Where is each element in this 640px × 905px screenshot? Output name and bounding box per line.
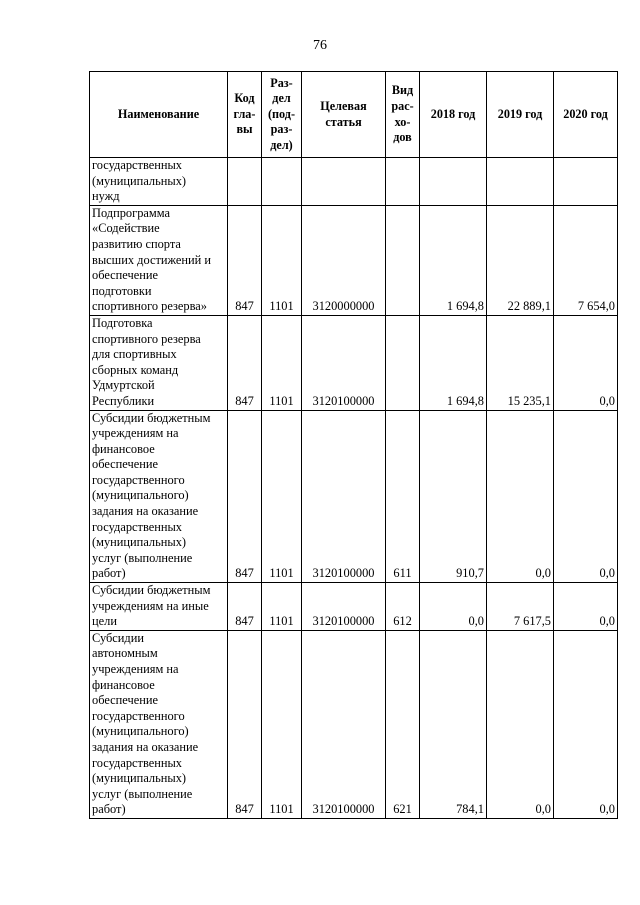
cell-2018: 0,0 [420, 583, 487, 631]
header-target: Целевая статья [302, 72, 386, 158]
cell-2018 [420, 158, 487, 206]
cell-chapter: 847 [228, 583, 262, 631]
cell-target: 3120100000 [302, 583, 386, 631]
cell-chapter [228, 158, 262, 206]
cell-2018: 910,7 [420, 410, 487, 583]
cell-2019 [487, 158, 554, 206]
page-number: 76 [313, 38, 327, 53]
cell-expense-type: 612 [386, 583, 420, 631]
cell-chapter: 847 [228, 315, 262, 410]
header-section: Раз- дел (под- раз- дел) [262, 72, 302, 158]
table-row [90, 205, 618, 315]
table-row [90, 315, 618, 410]
header-name: Наименование [90, 72, 228, 158]
cell-2018: 1 694,8 [420, 315, 487, 410]
cell-2019: 15 235,1 [487, 315, 554, 410]
cell-section [262, 158, 302, 206]
cell-name: государственных (муниципальных) нужд [90, 158, 228, 206]
cell-section: 1101 [262, 315, 302, 410]
cell-2019: 0,0 [487, 630, 554, 818]
header-2019: 2019 год [487, 72, 554, 158]
header-2018: 2018 год [420, 72, 487, 158]
cell-name: Подготовка спортивного резерва для спортивных сборных команд Удмуртской Республики [90, 315, 228, 410]
cell-2020: 0,0 [554, 630, 618, 818]
header-chapter: Код гла- вы [228, 72, 262, 158]
cell-2018: 1 694,8 [420, 205, 487, 315]
cell-2018: 784,1 [420, 630, 487, 818]
cell-chapter: 847 [228, 205, 262, 315]
budget-table [89, 71, 618, 819]
cell-section: 1101 [262, 410, 302, 583]
cell-target: 3120100000 [302, 410, 386, 583]
cell-expense-type: 611 [386, 410, 420, 583]
cell-name: Субсидии бюджетным учреждениям на финансовое обеспечение государственного (муниципального) задания на оказание государственных (муниципальных) услуг (выполнение работ) [90, 410, 228, 583]
table-row [90, 630, 618, 818]
cell-2020: 7 654,0 [554, 205, 618, 315]
cell-2020: 0,0 [554, 315, 618, 410]
cell-expense-type [386, 315, 420, 410]
cell-expense-type [386, 158, 420, 206]
header-row [90, 72, 618, 158]
cell-expense-type [386, 205, 420, 315]
cell-2019: 22 889,1 [487, 205, 554, 315]
cell-name: Субсидии бюджетным учреждениям на иные цели [90, 583, 228, 631]
cell-2020 [554, 158, 618, 206]
cell-target [302, 158, 386, 206]
cell-2020: 0,0 [554, 583, 618, 631]
cell-chapter: 847 [228, 410, 262, 583]
table-row [90, 158, 618, 206]
cell-2020: 0,0 [554, 410, 618, 583]
table-row [90, 583, 618, 631]
cell-section: 1101 [262, 583, 302, 631]
table-row [90, 410, 618, 583]
cell-name: Субсидии автономным учреждениям на финансовое обеспечение государственного (муниципального) задания на оказание государственных (муниципальных) услуг (выполнение работ) [90, 630, 228, 818]
cell-name: Подпрограмма «Содействие развитию спорта высших достижений и обеспечение подготовки спортивного резерва» [90, 205, 228, 315]
cell-2019: 7 617,5 [487, 583, 554, 631]
cell-target: 3120000000 [302, 205, 386, 315]
cell-section: 1101 [262, 630, 302, 818]
header-expense-type: Вид рас- хо- дов [386, 72, 420, 158]
cell-2019: 0,0 [487, 410, 554, 583]
cell-target: 3120100000 [302, 630, 386, 818]
cell-chapter: 847 [228, 630, 262, 818]
cell-target: 3120100000 [302, 315, 386, 410]
cell-expense-type: 621 [386, 630, 420, 818]
cell-section: 1101 [262, 205, 302, 315]
header-2020: 2020 год [554, 72, 618, 158]
